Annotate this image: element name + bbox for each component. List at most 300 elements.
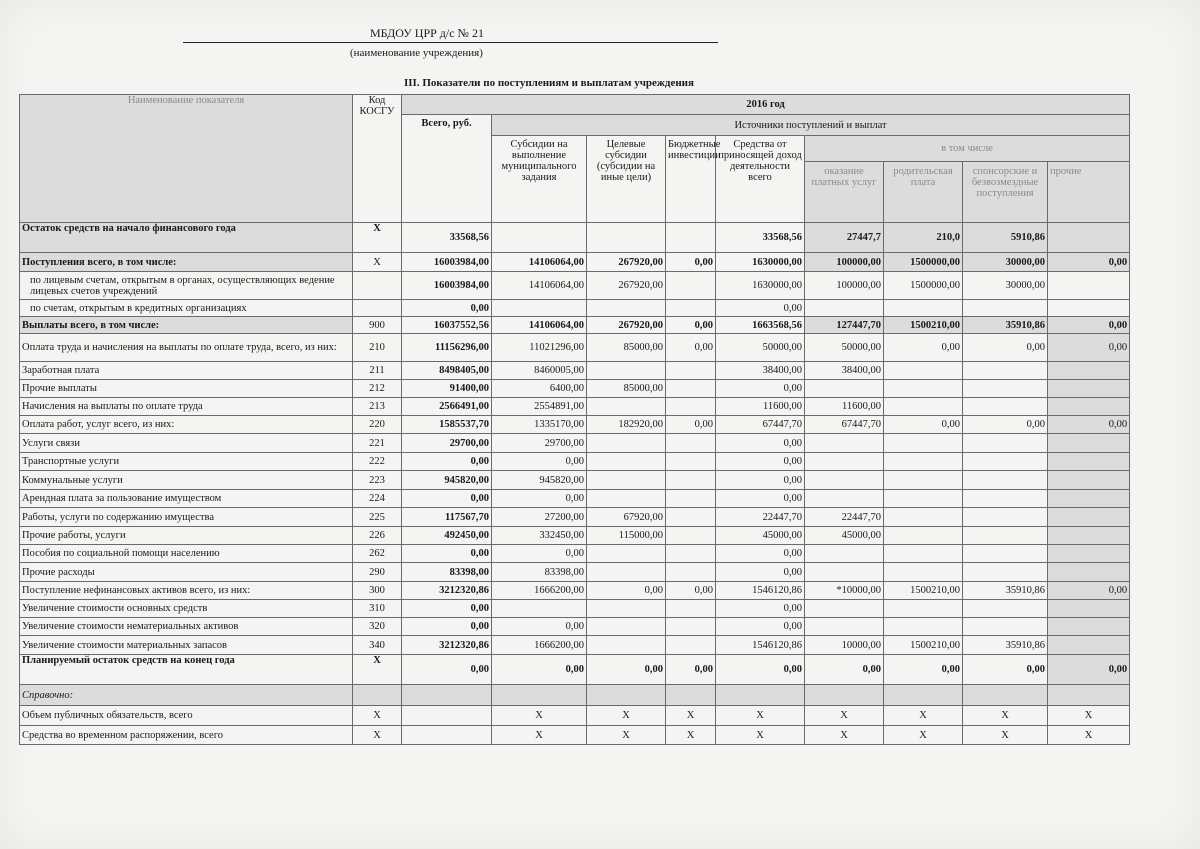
- row-cell-c5: [805, 471, 884, 490]
- row-cell-c6: 0,00: [884, 416, 963, 434]
- row-cell-c7: 35910,86: [963, 582, 1048, 600]
- row-cell-c6: [884, 380, 963, 398]
- row-cell-c2: 182920,00: [587, 416, 666, 434]
- row-cell-c8: 0,00: [1048, 253, 1130, 272]
- row-label: Планируемый остаток средств на конец года: [20, 655, 353, 685]
- row-cell-c8: [1048, 223, 1130, 253]
- row-cell-c6: 1500210,00: [884, 317, 963, 334]
- row-cell-c5: [805, 563, 884, 582]
- row-cell-c7: [963, 471, 1048, 490]
- row-label: Увеличение стоимости основных средств: [20, 600, 353, 618]
- row-code: [353, 300, 402, 317]
- row-cell-c2: 267920,00: [587, 317, 666, 334]
- row-cell-c7: [963, 563, 1048, 582]
- row-cell-c3: 0,00: [666, 253, 716, 272]
- col-header-sponsor: спонсорские и безвозмездные поступления: [963, 162, 1048, 223]
- row-cell-c4: 0,00: [716, 490, 805, 508]
- row-cell-c7: Х: [963, 706, 1048, 726]
- table-row: [20, 223, 1130, 253]
- row-total: 2566491,00: [402, 398, 492, 416]
- row-cell-c3: [666, 362, 716, 380]
- row-code: 300: [353, 582, 402, 600]
- row-total: 0,00: [402, 300, 492, 317]
- org-name: МБДОУ ЦРР д/с № 21: [370, 26, 485, 40]
- table-row: [20, 600, 1130, 618]
- row-cell-c2: [587, 223, 666, 253]
- row-total: 117567,70: [402, 508, 492, 527]
- row-cell-c7: 30000,00: [963, 272, 1048, 300]
- row-cell-c6: [884, 434, 963, 453]
- row-cell-c4: Х: [716, 726, 805, 745]
- row-label: Услуги связи: [20, 434, 353, 453]
- row-cell-c5: 22447,70: [805, 508, 884, 527]
- row-cell-c5: 100000,00: [805, 272, 884, 300]
- row-cell-c1: 0,00: [492, 545, 587, 563]
- row-cell-c4: [716, 685, 805, 706]
- row-cell-c8: [1048, 600, 1130, 618]
- row-cell-c7: 5910,86: [963, 223, 1048, 253]
- row-cell-c6: 0,00: [884, 655, 963, 685]
- row-cell-c5: [805, 618, 884, 636]
- row-label: Остаток средств на начало финансового года: [20, 223, 353, 253]
- row-code: 224: [353, 490, 402, 508]
- col-header-paid-services: оказание платных услуг: [805, 162, 884, 223]
- row-cell-c8: [1048, 300, 1130, 317]
- row-cell-c7: 0,00: [963, 334, 1048, 362]
- row-cell-c5: [805, 600, 884, 618]
- row-cell-c3: Х: [666, 726, 716, 745]
- row-cell-c4: 0,00: [716, 618, 805, 636]
- row-cell-c5: 67447,70: [805, 416, 884, 434]
- row-cell-c8: Х: [1048, 726, 1130, 745]
- row-cell-c1: 945820,00: [492, 471, 587, 490]
- row-code: 262: [353, 545, 402, 563]
- col-header-income-activity: Средства от приносящей доход деятельности всего: [716, 136, 805, 223]
- row-total: 0,00: [402, 618, 492, 636]
- table-row: [20, 398, 1130, 416]
- row-cell-c2: [587, 471, 666, 490]
- row-cell-c7: [963, 490, 1048, 508]
- table-row: [20, 545, 1130, 563]
- row-label: Коммунальные услуги: [20, 471, 353, 490]
- row-cell-c3: 0,00: [666, 582, 716, 600]
- row-cell-c5: 27447,7: [805, 223, 884, 253]
- table-row: [20, 434, 1130, 453]
- row-total: 1585537,70: [402, 416, 492, 434]
- row-cell-c5: 127447,70: [805, 317, 884, 334]
- table-row: [20, 416, 1130, 434]
- row-cell-c4: 0,00: [716, 655, 805, 685]
- row-cell-c1: 0,00: [492, 618, 587, 636]
- row-cell-c7: 35910,86: [963, 636, 1048, 655]
- row-cell-c5: 38400,00: [805, 362, 884, 380]
- col-header-total: Всего, руб.: [402, 115, 492, 223]
- row-cell-c3: [666, 380, 716, 398]
- table-row: [20, 380, 1130, 398]
- section-title: III. Показатели по поступлениям и выплатам учреждения: [404, 77, 694, 89]
- row-cell-c1: 14106064,00: [492, 272, 587, 300]
- row-cell-c2: 0,00: [587, 582, 666, 600]
- row-cell-c6: Х: [884, 726, 963, 745]
- row-cell-c3: [666, 600, 716, 618]
- row-code: Х: [353, 223, 402, 253]
- row-cell-c3: 0,00: [666, 334, 716, 362]
- col-header-budget-invest: Бюджетные инвестиции: [666, 136, 716, 223]
- row-total: 0,00: [402, 655, 492, 685]
- row-cell-c5: 10000,00: [805, 636, 884, 655]
- row-cell-c5: Х: [805, 726, 884, 745]
- table-row: [20, 582, 1130, 600]
- row-cell-c7: [963, 508, 1048, 527]
- row-cell-c3: 0,00: [666, 416, 716, 434]
- row-total: [402, 685, 492, 706]
- row-cell-c4: 1630000,00: [716, 272, 805, 300]
- row-cell-c4: 0,00: [716, 545, 805, 563]
- row-cell-c4: 1663568,56: [716, 317, 805, 334]
- row-total: 0,00: [402, 600, 492, 618]
- row-cell-c2: 85000,00: [587, 334, 666, 362]
- table-row: [20, 300, 1130, 317]
- row-label: Пособия по социальной помощи населению: [20, 545, 353, 563]
- row-cell-c5: 0,00: [805, 655, 884, 685]
- row-cell-c3: [666, 685, 716, 706]
- row-cell-c3: [666, 490, 716, 508]
- row-cell-c3: [666, 471, 716, 490]
- row-cell-c4: 1546120,86: [716, 636, 805, 655]
- row-code: Х: [353, 655, 402, 685]
- row-cell-c6: 210,0: [884, 223, 963, 253]
- row-total: 0,00: [402, 545, 492, 563]
- row-cell-c2: 85000,00: [587, 380, 666, 398]
- row-cell-c4: 38400,00: [716, 362, 805, 380]
- row-cell-c7: [963, 685, 1048, 706]
- row-cell-c1: [492, 300, 587, 317]
- row-cell-c2: [587, 600, 666, 618]
- row-label: по счетам, открытым в кредитных организациях: [20, 300, 353, 317]
- row-cell-c3: [666, 223, 716, 253]
- row-label: Объем публичных обязательств, всего: [20, 706, 353, 726]
- row-cell-c3: [666, 508, 716, 527]
- row-cell-c4: 45000,00: [716, 527, 805, 545]
- row-cell-c2: [587, 545, 666, 563]
- row-cell-c7: [963, 398, 1048, 416]
- row-cell-c7: [963, 545, 1048, 563]
- row-label: Оплата работ, услуг всего, из них:: [20, 416, 353, 434]
- row-total: 11156296,00: [402, 334, 492, 362]
- col-header-name: Наименование показателя: [20, 95, 353, 223]
- row-total: 16003984,00: [402, 253, 492, 272]
- row-total: 91400,00: [402, 380, 492, 398]
- row-cell-c6: [884, 471, 963, 490]
- row-cell-c4: 0,00: [716, 600, 805, 618]
- row-total: 0,00: [402, 490, 492, 508]
- row-cell-c8: [1048, 398, 1130, 416]
- table-row: [20, 706, 1130, 726]
- row-cell-c8: 0,00: [1048, 334, 1130, 362]
- row-cell-c7: [963, 362, 1048, 380]
- row-cell-c1: 332450,00: [492, 527, 587, 545]
- row-code: 220: [353, 416, 402, 434]
- table-row: [20, 527, 1130, 545]
- row-label: Работы, услуги по содержанию имущества: [20, 508, 353, 527]
- row-cell-c1: 83398,00: [492, 563, 587, 582]
- table-row: [20, 508, 1130, 527]
- row-label: Транспортные услуги: [20, 453, 353, 471]
- table-row: [20, 655, 1130, 685]
- row-cell-c6: [884, 600, 963, 618]
- row-code: Х: [353, 253, 402, 272]
- row-cell-c4: Х: [716, 706, 805, 726]
- row-cell-c8: [1048, 563, 1130, 582]
- row-total: 16037552,56: [402, 317, 492, 334]
- row-cell-c7: [963, 453, 1048, 471]
- row-cell-c8: [1048, 685, 1130, 706]
- row-cell-c6: 0,00: [884, 334, 963, 362]
- row-total: 33568,56: [402, 223, 492, 253]
- row-cell-c3: [666, 545, 716, 563]
- row-code: 900: [353, 317, 402, 334]
- row-label: Арендная плата за пользование имуществом: [20, 490, 353, 508]
- row-cell-c7: [963, 527, 1048, 545]
- row-cell-c8: [1048, 545, 1130, 563]
- col-header-in-that: в том числе: [805, 136, 1130, 162]
- row-cell-c6: [884, 618, 963, 636]
- row-cell-c6: [884, 545, 963, 563]
- row-cell-c4: 0,00: [716, 563, 805, 582]
- table-row: [20, 618, 1130, 636]
- table-row: [20, 471, 1130, 490]
- row-cell-c2: [587, 300, 666, 317]
- col-header-other: прочие: [1048, 162, 1130, 223]
- row-code: 213: [353, 398, 402, 416]
- row-label: Справочно:: [20, 685, 353, 706]
- row-cell-c2: 0,00: [587, 655, 666, 685]
- row-cell-c7: 30000,00: [963, 253, 1048, 272]
- row-cell-c2: [587, 636, 666, 655]
- row-total: 492450,00: [402, 527, 492, 545]
- row-label: Прочие расходы: [20, 563, 353, 582]
- row-cell-c4: 0,00: [716, 300, 805, 317]
- row-code: 222: [353, 453, 402, 471]
- row-cell-c4: 33568,56: [716, 223, 805, 253]
- row-cell-c7: Х: [963, 726, 1048, 745]
- row-cell-c1: 0,00: [492, 490, 587, 508]
- row-cell-c6: [884, 362, 963, 380]
- row-cell-c4: 0,00: [716, 434, 805, 453]
- row-total: 0,00: [402, 453, 492, 471]
- table-row: [20, 362, 1130, 380]
- row-code: 223: [353, 471, 402, 490]
- row-total: 8498405,00: [402, 362, 492, 380]
- row-cell-c1: 27200,00: [492, 508, 587, 527]
- row-cell-c5: [805, 380, 884, 398]
- row-total: 29700,00: [402, 434, 492, 453]
- col-header-parent-fee: родительская плата: [884, 162, 963, 223]
- row-cell-c5: [805, 490, 884, 508]
- row-total: 16003984,00: [402, 272, 492, 300]
- row-label: Увеличение стоимости нематериальных активов: [20, 618, 353, 636]
- row-total: 83398,00: [402, 563, 492, 582]
- row-code: 320: [353, 618, 402, 636]
- row-cell-c7: 0,00: [963, 655, 1048, 685]
- col-header-sources: Источники поступлений и выплат: [492, 115, 1130, 136]
- row-cell-c1: 29700,00: [492, 434, 587, 453]
- row-cell-c2: [587, 398, 666, 416]
- row-label: Оплата труда и начисления на выплаты по оплате труда, всего, из них:: [20, 334, 353, 362]
- table-row: [20, 453, 1130, 471]
- table-row: [20, 685, 1130, 706]
- row-cell-c3: [666, 434, 716, 453]
- table-row: [20, 272, 1130, 300]
- row-cell-c3: [666, 453, 716, 471]
- row-cell-c7: [963, 380, 1048, 398]
- row-cell-c1: Х: [492, 706, 587, 726]
- table-row: [20, 317, 1130, 334]
- row-total: [402, 726, 492, 745]
- row-code: 210: [353, 334, 402, 362]
- row-cell-c6: 1500000,00: [884, 253, 963, 272]
- col-header-subsidy-task: Субсидии на выполнение муниципального задания: [492, 136, 587, 223]
- row-cell-c4: 0,00: [716, 471, 805, 490]
- row-cell-c2: [587, 490, 666, 508]
- row-cell-c6: [884, 300, 963, 317]
- row-label: Поступление нефинансовых активов всего, из них:: [20, 582, 353, 600]
- row-cell-c8: [1048, 453, 1130, 471]
- row-cell-c5: [805, 685, 884, 706]
- row-cell-c8: [1048, 636, 1130, 655]
- indicators-table: [19, 94, 1130, 745]
- row-cell-c6: [884, 527, 963, 545]
- row-cell-c1: 6400,00: [492, 380, 587, 398]
- row-cell-c4: 1630000,00: [716, 253, 805, 272]
- row-cell-c7: [963, 618, 1048, 636]
- row-cell-c5: 100000,00: [805, 253, 884, 272]
- row-cell-c1: [492, 600, 587, 618]
- row-cell-c8: [1048, 434, 1130, 453]
- row-cell-c2: 267920,00: [587, 253, 666, 272]
- row-cell-c8: 0,00: [1048, 416, 1130, 434]
- row-cell-c2: 67920,00: [587, 508, 666, 527]
- row-label: Поступления всего, в том числе:: [20, 253, 353, 272]
- row-cell-c8: [1048, 380, 1130, 398]
- row-cell-c2: [587, 685, 666, 706]
- row-code: [353, 272, 402, 300]
- row-cell-c1: 8460005,00: [492, 362, 587, 380]
- row-total: [402, 706, 492, 726]
- row-cell-c1: 2554891,00: [492, 398, 587, 416]
- row-cell-c6: [884, 398, 963, 416]
- row-cell-c2: [587, 362, 666, 380]
- row-cell-c6: [884, 490, 963, 508]
- row-cell-c7: 0,00: [963, 416, 1048, 434]
- table-row: [20, 636, 1130, 655]
- row-label: по лицевым счетам, открытым в органах, осуществляющих ведение лицевых счетов учреждений: [20, 272, 353, 300]
- row-cell-c2: [587, 453, 666, 471]
- row-cell-c1: 0,00: [492, 655, 587, 685]
- row-code: Х: [353, 726, 402, 745]
- row-cell-c1: 1335170,00: [492, 416, 587, 434]
- row-cell-c8: [1048, 362, 1130, 380]
- row-cell-c8: [1048, 272, 1130, 300]
- row-cell-c6: 1500210,00: [884, 582, 963, 600]
- row-cell-c3: Х: [666, 706, 716, 726]
- row-cell-c3: [666, 527, 716, 545]
- row-cell-c3: [666, 300, 716, 317]
- row-cell-c3: [666, 618, 716, 636]
- row-cell-c6: 1500000,00: [884, 272, 963, 300]
- row-cell-c8: [1048, 490, 1130, 508]
- row-cell-c2: Х: [587, 726, 666, 745]
- row-cell-c8: [1048, 471, 1130, 490]
- row-cell-c1: 14106064,00: [492, 317, 587, 334]
- row-cell-c8: 0,00: [1048, 582, 1130, 600]
- row-cell-c5: 50000,00: [805, 334, 884, 362]
- row-code: 310: [353, 600, 402, 618]
- col-header-code: Код КОСГУ: [353, 95, 402, 223]
- row-cell-c1: [492, 223, 587, 253]
- row-label: Заработная плата: [20, 362, 353, 380]
- row-cell-c3: 0,00: [666, 317, 716, 334]
- row-cell-c1: 1666200,00: [492, 636, 587, 655]
- row-cell-c3: 0,00: [666, 655, 716, 685]
- row-cell-c3: [666, 398, 716, 416]
- row-total: 3212320,86: [402, 636, 492, 655]
- row-cell-c5: [805, 434, 884, 453]
- row-cell-c4: 67447,70: [716, 416, 805, 434]
- row-cell-c6: [884, 685, 963, 706]
- row-cell-c8: [1048, 508, 1130, 527]
- row-cell-c8: Х: [1048, 706, 1130, 726]
- row-cell-c6: [884, 453, 963, 471]
- row-cell-c3: [666, 636, 716, 655]
- row-label: Средства во временном распоряжении, всего: [20, 726, 353, 745]
- row-cell-c4: 0,00: [716, 380, 805, 398]
- row-cell-c5: [805, 545, 884, 563]
- row-cell-c6: [884, 508, 963, 527]
- row-cell-c7: [963, 600, 1048, 618]
- row-cell-c5: 11600,00: [805, 398, 884, 416]
- row-label: Увеличение стоимости материальных запасов: [20, 636, 353, 655]
- row-cell-c5: Х: [805, 706, 884, 726]
- row-cell-c6: 1500210,00: [884, 636, 963, 655]
- row-cell-c2: 267920,00: [587, 272, 666, 300]
- row-cell-c8: 0,00: [1048, 655, 1130, 685]
- row-cell-c1: 14106064,00: [492, 253, 587, 272]
- row-code: [353, 685, 402, 706]
- row-cell-c2: [587, 434, 666, 453]
- row-code: 211: [353, 362, 402, 380]
- row-cell-c7: [963, 300, 1048, 317]
- table-row: [20, 563, 1130, 582]
- table-row: [20, 253, 1130, 272]
- table-row: [20, 334, 1130, 362]
- row-code: 221: [353, 434, 402, 453]
- row-cell-c8: [1048, 618, 1130, 636]
- org-caption: (наименование учреждения): [350, 47, 483, 59]
- row-cell-c4: 11600,00: [716, 398, 805, 416]
- row-label: Прочие выплаты: [20, 380, 353, 398]
- row-label: Прочие работы, услуги: [20, 527, 353, 545]
- row-cell-c1: Х: [492, 726, 587, 745]
- row-cell-c1: 1666200,00: [492, 582, 587, 600]
- row-label: Начисления на выплаты по оплате труда: [20, 398, 353, 416]
- org-underline: [183, 42, 718, 43]
- row-cell-c6: Х: [884, 706, 963, 726]
- row-cell-c3: [666, 272, 716, 300]
- row-cell-c8: 0,00: [1048, 317, 1130, 334]
- row-code: 212: [353, 380, 402, 398]
- table-row: [20, 490, 1130, 508]
